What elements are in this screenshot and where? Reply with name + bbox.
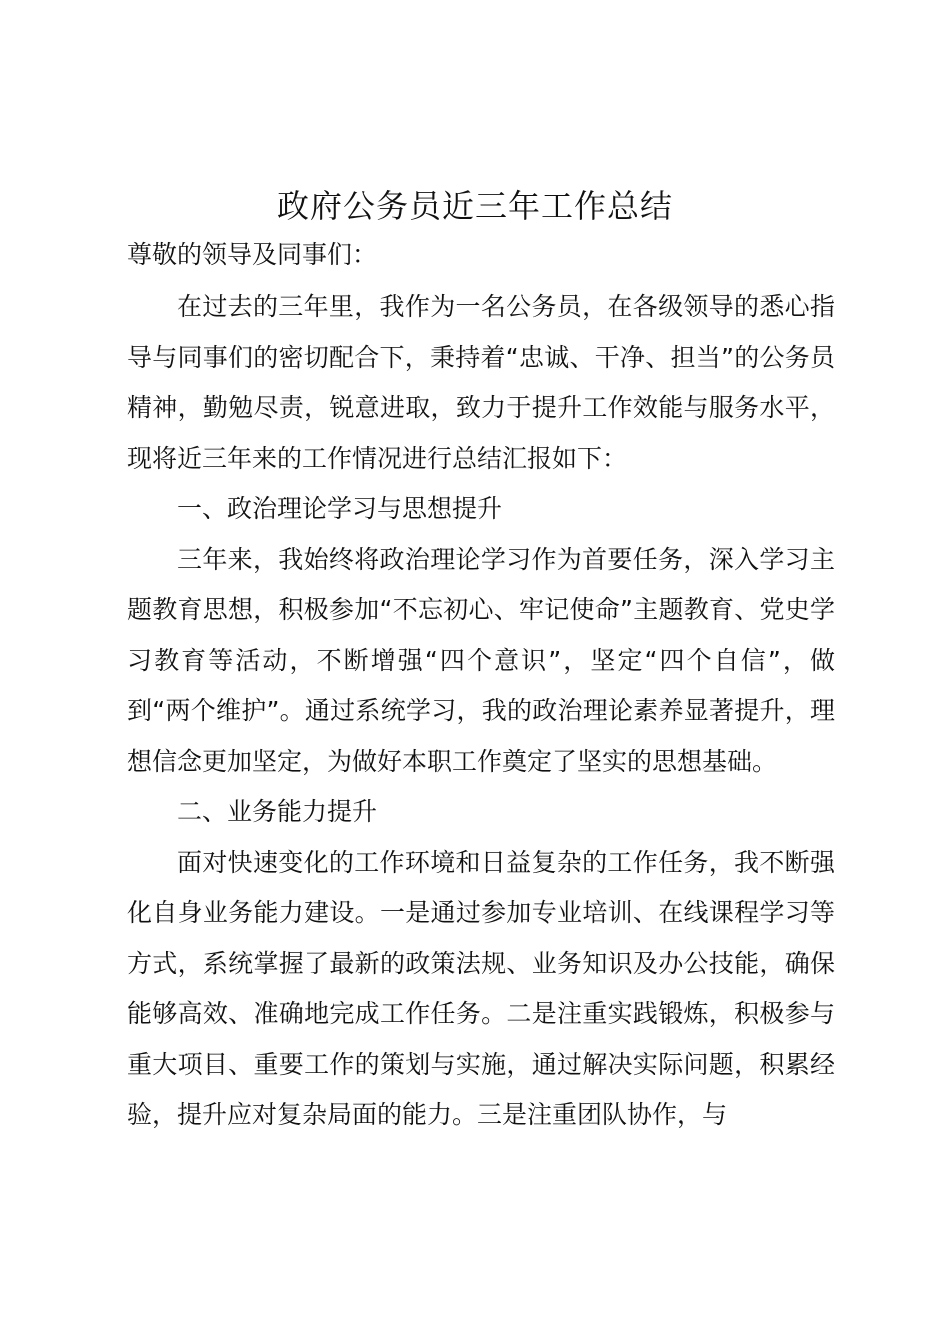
document-body [127,232,835,1141]
section-body-2: 面对快速变化的工作环境和日益复杂的工作任务，我不断强化自身业务能力建设。一是通过参加专业培训、在线课程学习等方式，系统掌握了最新的政策法规、业务知识及办公技能，确保能够高效、准确地完成工作任务。二是注重实践锻炼，积极参与重大项目、重要工作的策划与实施，通过解决实际问题，积累经验，提升应对复杂局面的能力。三是注重团队协作，与 [127,847,835,1129]
greeting: 尊敬的领导及同事们： [127,240,378,269]
intro-paragraph: 在过去的三年里，我作为一名公务员，在各级领导的悉心指导与同事们的密切配合下，秉持着“忠诚、干净、担当”的公务员精神，勤勉尽责，锐意进取，致力于提升工作效能与服务水平，现将近三年来的工作情况进行总结汇报如下： [127,292,835,473]
section-heading-2: 二、业务能力提升 [177,797,378,826]
section-heading-1: 一、政治理论学习与思想提升 [177,494,503,523]
document-title: 政府公务员近三年工作总结 [276,187,673,225]
section-body-1: 三年来，我始终将政治理论学习作为首要任务，深入学习主题教育思想，积极参加“不忘初心、牢记使命”主题教育、党史学习教育等活动，不断增强“四个意识”，坚定“四个自信”，做到“两个维护”。通过系统学习，我的政治理论素养显著提升，理想信念更加坚定，为做好本职工作奠定了坚实的思想基础。 [127,544,835,776]
